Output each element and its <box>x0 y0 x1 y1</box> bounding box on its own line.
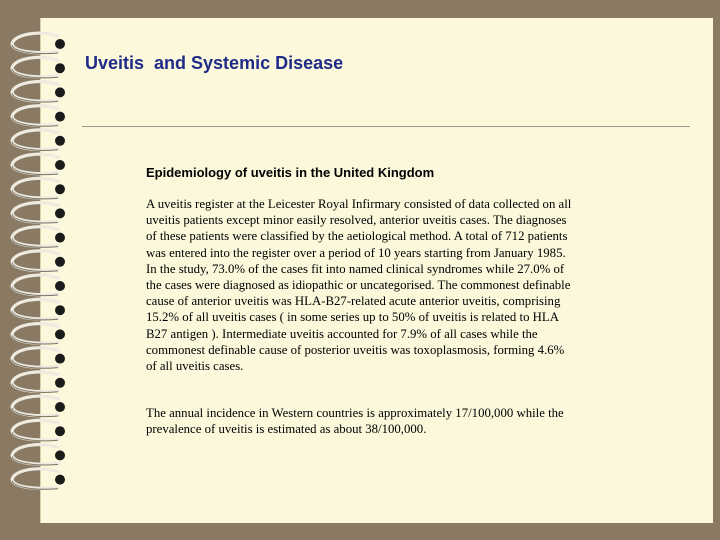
body-paragraph-incidence: The annual incidence in Western countries is approximately 17/100,000 while the prevalence of uveitis is estimated as about 38/100,000. <box>146 406 564 437</box>
spiral-binding-ring-icon <box>12 469 65 489</box>
spiral-binding-ring-icon <box>12 106 65 126</box>
spiral-binding-ring-icon <box>12 33 65 53</box>
spiral-binding-ring-icon <box>12 420 65 440</box>
spiral-binding-ring-icon <box>12 324 65 344</box>
spiral-binding-ring-icon <box>12 299 65 319</box>
spiral-binding-ring-icon <box>12 445 65 465</box>
spiral-binding-ring-icon <box>12 130 65 150</box>
spiral-binding-ring-icon <box>12 178 65 198</box>
spiral-binding-ring-icon <box>12 396 65 416</box>
spiral-binding-ring-icon <box>12 154 65 174</box>
spiral-binding-ring-icon <box>12 348 65 368</box>
slide-title: Uveitis and Systemic Disease <box>85 53 344 73</box>
spiral-binding-ring-icon <box>12 57 65 77</box>
section-heading: Epidemiology of uveitis in the United Kingdom <box>146 165 435 180</box>
title-divider <box>82 126 690 127</box>
spiral-binding <box>0 0 80 540</box>
spiral-binding-ring-icon <box>12 203 65 223</box>
spiral-binding-ring-icon <box>12 372 65 392</box>
spiral-binding-ring-icon <box>12 275 65 295</box>
spiral-binding-ring-icon <box>12 251 65 271</box>
spiral-binding-ring-icon <box>12 82 65 102</box>
body-paragraph-epidemiology: A uveitis register at the Leicester Royal Infirmary consisted of data collected on all uveitis patients except minor easily resolved, anterior uveitis cases. The diagnoses of these patients were classified by the aetiological method. A total of 712 patients was entered into the register over a period of 10 years starting from January 1985. In the study, 73.0% of the cases fit into named clinical syndromes while 27.0% of the cases were diagnosed as idiopathic or uncategorised. The commonest definable cause of anterior uveitis was HLA-B27-related acute anterior uveitis, comprising 15.2% of all uveitis cases ( in some series up to 50% of uveitis is related to HLA B27 antigen ). Intermediate uveitis accounted for 7.9% of all cases while the commonest definable cause of posterior uveitis was toxoplasmosis, forming 4.6% of all uveitis cases. <box>146 197 572 374</box>
spiral-binding-ring-icon <box>12 227 65 247</box>
